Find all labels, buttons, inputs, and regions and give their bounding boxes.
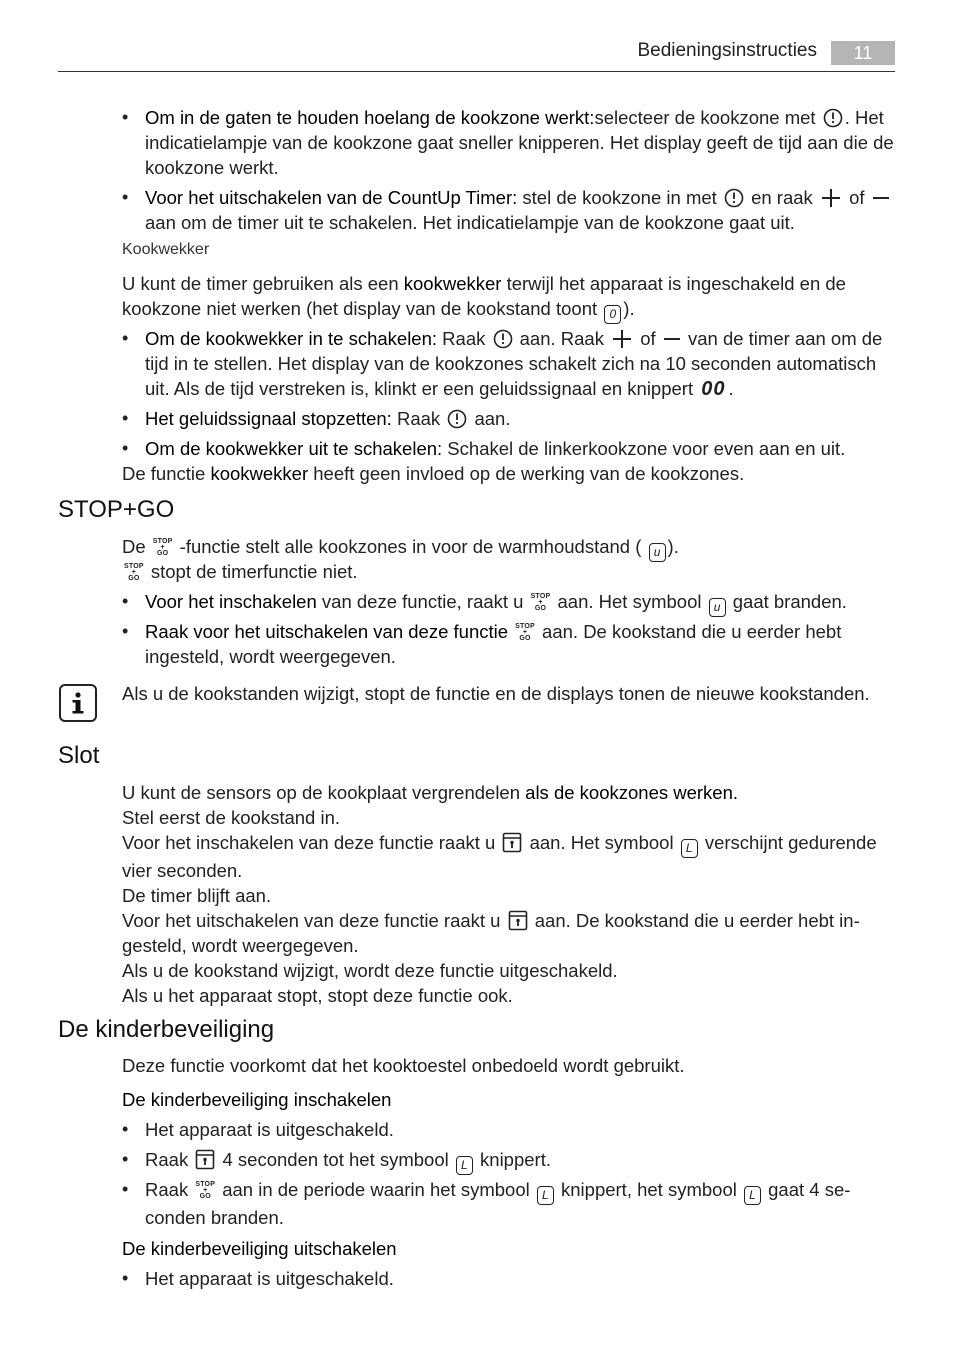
warm-symbol-icon: u [709, 598, 726, 617]
bullet-kinder-off-1: • Het apparaat is uitgeschakeld. [122, 1268, 394, 1289]
display-zero-icon: 0 [604, 305, 621, 324]
page-number: 11 [831, 41, 895, 65]
lock-symbol-icon: L [456, 1156, 473, 1175]
plus-icon [820, 188, 842, 208]
bullet-kinder-on-1: • Het apparaat is uitgeschakeld. [122, 1119, 394, 1140]
bullet-countup-off: • Voor het uitschakelen van de CountUp Timer: stel de kookzone in met en raak of aan om de timer uit te schakelen. Het indicatielampje van de kookzone gaat uit. [122, 185, 894, 235]
subsection-label: Kookwekker [122, 241, 210, 258]
bullet-kookwekker-off: • Om de kookwekker uit te schakelen: Schakel de linkerkookzone voor even aan en uit. [122, 438, 846, 459]
lock-symbol-icon: L [744, 1186, 761, 1205]
stopgo-line2: STOP + GO stopt de timerfunctie niet. [124, 561, 358, 582]
kookwekker-note: De functie kookwekker heeft geen invloed op de werking van de kookzones. [122, 463, 745, 484]
bullet-kinder-on-3: • Raak STOP + GO aan in de periode waarin het symbool L knippert, het symbool L gaat 4 se-conden branden. [122, 1179, 851, 1228]
heading-stopgo: STOP+GO [58, 496, 175, 523]
stopgo-icon: STOP + GO [515, 623, 535, 642]
bullet-signal-stop: • Het geluidssignaal stopzetten: Raak aan. [122, 408, 511, 429]
kinder-intro: Deze functie voorkomt dat het kooktoestel onbedoeld wordt gebruikt. [122, 1055, 685, 1076]
timer-icon [724, 188, 744, 208]
lock-symbol-icon: L [681, 839, 698, 858]
plus-icon [611, 329, 633, 349]
stopgo-icon: STOP + GO [530, 593, 551, 612]
bullet-lead: Voor het uitschakelen van de CountUp Timer: [145, 187, 518, 208]
timer-icon [447, 409, 467, 429]
bullet-kookwekker-on: • Om de kookwekker in te schakelen: Raak aan. Raak of van de timer aan om de tijd in te stellen. Het display van de kookzones schakelt zich na 10 seconden automatisch uit. Als de tijd verstreken is, klinkt er een geluidssignaal en knippert 00 . [122, 328, 883, 400]
lock-icon [508, 910, 528, 931]
display-digits: 00 [701, 378, 726, 400]
stopgo-icon: STOP + GO [195, 1181, 216, 1200]
slot-body: U kunt de sensors op de kookplaat vergrendelen als de kookzones werken. Stel eerst de kookstand in. Voor het inschakelen van deze functie raakt u aan. Het symbool L verschijnt gedurende vier seconden. De timer blijft aan. Voor het uitschakelen van deze functie raakt u aan. De kookstand die u eerder hebt in-gesteld, wordt weergegeven. Als u de kookstand wijzigt, wordt deze functie uitgeschakeld. Als u het apparaat stopt, stopt deze functie ook. [122, 782, 877, 1006]
bullet-stopgo-off: • Raak voor het uitschakelen van deze functie STOP + GO aan. De kookstand die u eerder hebt ingesteld, wordt weergegeven. [122, 621, 842, 667]
lock-symbol-icon: L [537, 1186, 554, 1205]
bullet-lead: Om in de gaten te houden hoelang de kookzone werkt: [145, 107, 595, 128]
info-glyph-icon [61, 686, 95, 720]
warm-symbol-icon: u [649, 543, 666, 562]
stopgo-line1: De STOP + GO -functie stelt alle kookzones in voor de warmhoudstand ( u ). [122, 534, 894, 562]
kinder-on-title: De kinderbeveiliging inschakelen [122, 1089, 392, 1110]
minus-icon [663, 329, 681, 349]
kookwekker-intro: U kunt de timer gebruiken als een kookwekker terwijl het apparaat is ingeschakeld en de kookzone niet werken (het display van de kookstand toont 0 ). [122, 271, 894, 324]
bullet-kinder-on-2: • Raak 4 seconden tot het symbool L knippert. [122, 1147, 894, 1175]
timer-icon [493, 329, 513, 349]
kinder-off-title: De kinderbeveiliging uitschakelen [122, 1238, 397, 1259]
bullet-countup-watch: • Om in de gaten te houden hoelang de kookzone werkt:selecteer de kookzone met . Het indicatielampje van de kookzone gaat sneller knipperen. Het display geeft de tijd aan die de kookzone werkt. [122, 107, 894, 178]
info-note: Als u de kookstanden wijzigt, stopt de functie en de displays tonen de nieuwe kookstanden. [122, 683, 870, 704]
timer-icon [823, 108, 843, 128]
section-title: Bedieningsinstructies [637, 40, 817, 61]
heading-slot: Slot [58, 742, 100, 769]
bullet-stopgo-on: • Voor het inschakelen van deze functie, raakt u STOP + GO aan. Het symbool u gaat branden. [122, 589, 894, 617]
lock-icon [502, 832, 522, 853]
stopgo-icon: STOP + GO [124, 563, 144, 582]
heading-kinderbeveiliging: De kinderbeveiliging [58, 1016, 275, 1043]
page-header [58, 38, 895, 72]
minus-icon [872, 188, 890, 208]
info-icon [59, 684, 97, 722]
lock-icon [195, 1149, 215, 1170]
stopgo-icon: STOP + GO [152, 538, 173, 557]
